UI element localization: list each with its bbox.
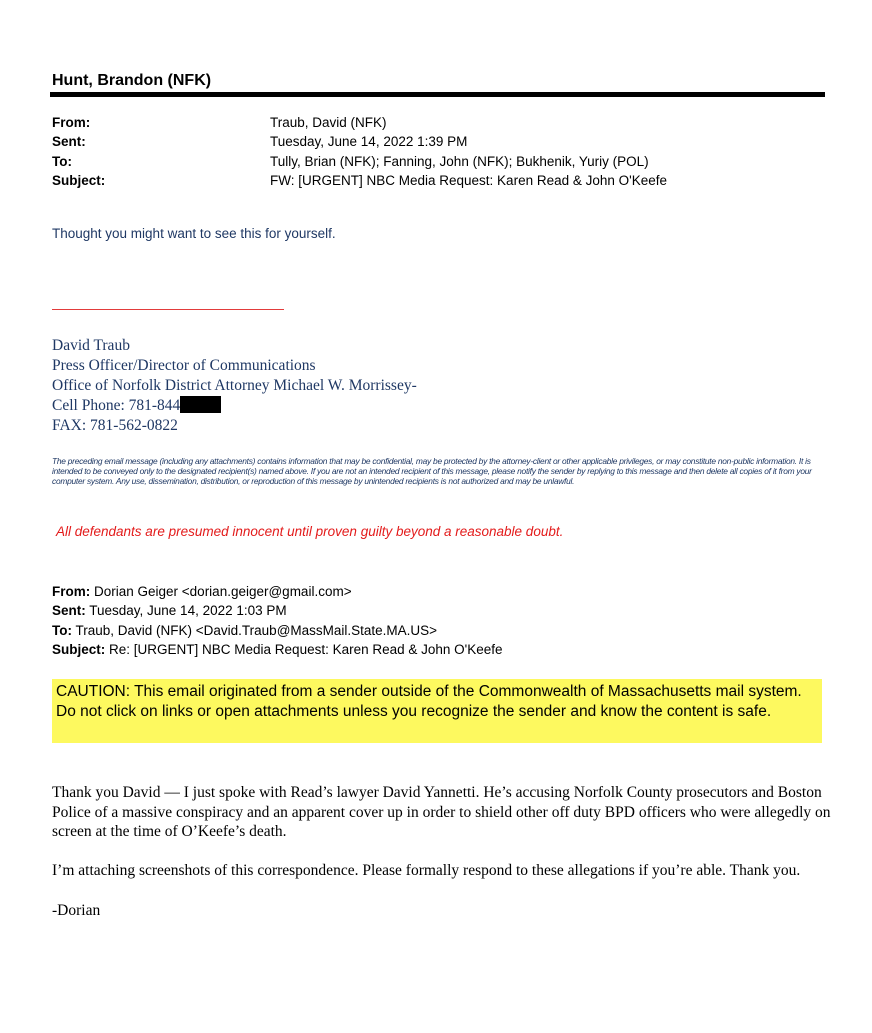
email-header <box>52 113 667 190</box>
header-sent-row <box>52 132 667 151</box>
signature-cell: Cell Phone: 781-844 <box>52 397 181 414</box>
orig-to-value: Traub, David (NFK) <David.Traub@MassMail.State.MA.US> <box>72 622 438 638</box>
subject-label: Subject: <box>52 172 106 188</box>
signature-separator <box>52 309 284 310</box>
forward-note: Thought you might want to see this for yourself. <box>52 226 336 241</box>
orig-sent-value: Tuesday, June 14, 2022 1:03 PM <box>85 603 287 619</box>
body-paragraph-2: I’m attaching screenshots of this correspondence. Please formally respond to these allegations if you’re able. Thank you. <box>52 862 801 880</box>
orig-sent-row <box>52 601 503 620</box>
orig-from-value: Dorian Geiger <dorian.geiger@gmail.com> <box>90 584 352 599</box>
from-value: Traub, David (NFK) <box>270 115 387 130</box>
body-paragraph-1: Thank you David — I just spoke with Read’s lawyer David Yannetti. He’s accusing Norfolk County prosecutors and Boston Police of a massive conspiracy and an apparent cover up in order to shield other off duty BPD officers who were allegedly on screen at the time of O’Keefe’s death. <box>52 784 831 841</box>
from-label: From: <box>52 115 91 130</box>
signature-office: Office of Norfolk District Attorney Michael W. Morrissey- <box>52 377 417 394</box>
message-body <box>52 783 832 920</box>
header-from-row <box>52 113 667 132</box>
body-sign-off: -Dorian <box>52 901 101 919</box>
mailbox-owner: Hunt, Brandon (NFK) <box>52 72 212 89</box>
redaction-box <box>180 396 221 413</box>
orig-to-label: To: <box>52 622 72 638</box>
orig-subject-label: Subject: <box>52 641 106 657</box>
to-value: Tully, Brian (NFK); Fanning, John (NFK); Bukhenik, Yuriy (POL) <box>270 153 649 169</box>
signature-block <box>52 336 417 436</box>
header-subject-row <box>52 171 667 190</box>
orig-from-row <box>52 582 503 601</box>
orig-from-label: From: <box>52 584 91 599</box>
signature-cell-line <box>52 396 417 416</box>
external-sender-caution-banner: CAUTION: This email originated from a sender outside of the Commonwealth of Massachusetts mail system. Do not click on links or open attachments unless you recognize the sender and know the content is safe. <box>52 679 822 743</box>
signature-title: Press Officer/Director of Communications <box>52 357 316 374</box>
original-email-header <box>52 582 503 659</box>
signature-fax: FAX: 781-562-0822 <box>52 417 178 434</box>
confidentiality-disclaimer: The preceding email message (including any attachments) contains information that may be confidential, may be protected by the attorney-client or other applicable privileges, or may constitute non-public information. It is intended to be conveyed only to the designated recipient(s) named above. If you are not an intended recipient of this message, please notify the sender by replying to this message and then delete all copies of it from your computer system. Any use, dissemination, distribution, or reproduction of this message by unintended recipients is not authorized and may be unlawful. <box>52 456 812 487</box>
orig-to-row <box>52 621 503 640</box>
orig-subject-value: Re: [URGENT] NBC Media Request: Karen Read & John O'Keefe <box>105 641 503 657</box>
presumption-notice: All defendants are presumed innocent until proven guilty beyond a reasonable doubt. <box>56 524 564 539</box>
orig-sent-label: Sent: <box>52 603 86 619</box>
to-label: To: <box>52 153 72 169</box>
sent-value: Tuesday, June 14, 2022 1:39 PM <box>270 134 468 150</box>
orig-subject-row <box>52 640 503 659</box>
header-to-row <box>52 152 667 171</box>
sent-label: Sent: <box>52 134 86 150</box>
owner-divider <box>50 92 825 97</box>
subject-value: FW: [URGENT] NBC Media Request: Karen Read & John O'Keefe <box>270 172 667 188</box>
signature-name: David Traub <box>52 337 130 354</box>
